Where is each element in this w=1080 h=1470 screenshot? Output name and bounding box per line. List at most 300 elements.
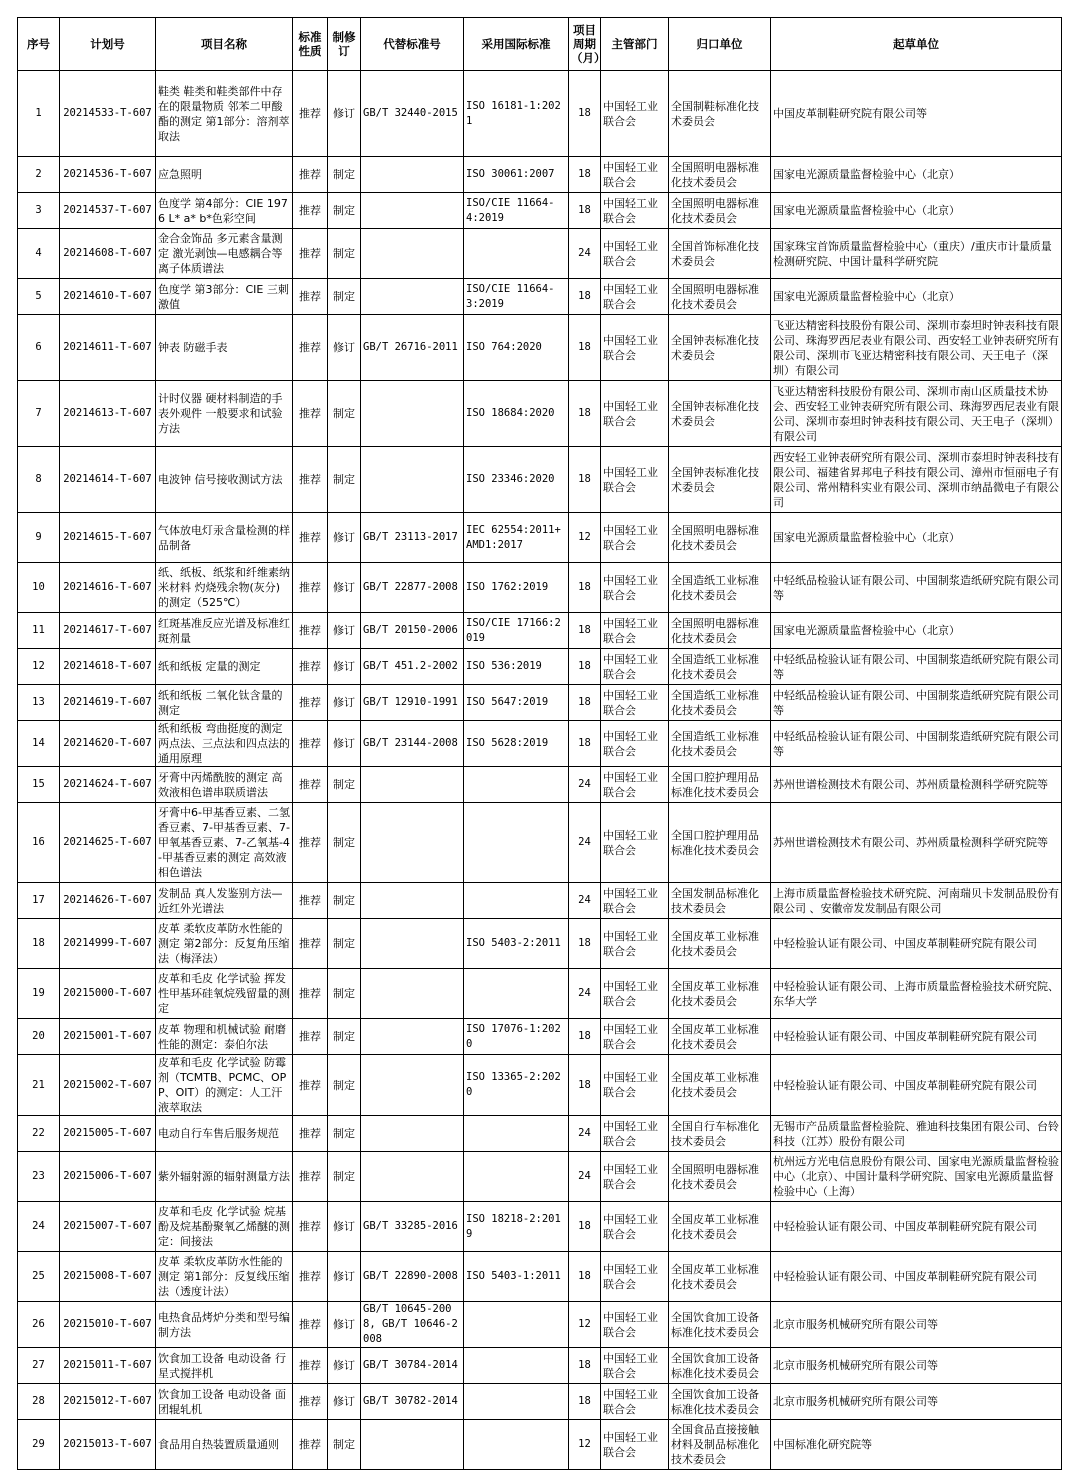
cell-revise: 修订 — [328, 315, 361, 381]
table-row — [18, 1420, 1062, 1470]
cell-period: 18 — [569, 613, 601, 649]
cell-replace — [361, 1420, 464, 1470]
cell-period: 18 — [569, 721, 601, 767]
cell-revise: 修订 — [328, 685, 361, 721]
cell-intl-standard — [464, 883, 569, 919]
cell-project-name: 电波钟 信号接收测试方法 — [156, 447, 293, 513]
cell-drafter: 中轻纸品检验认证有限公司、中国制浆造纸研究院有限公司等 — [771, 649, 1062, 685]
cell-seq: 10 — [18, 563, 60, 613]
cell-seq: 27 — [18, 1348, 60, 1384]
cell-department: 中国轻工业联合会 — [601, 1420, 669, 1470]
cell-project-name: 红斑基准反应光谱及标准红斑剂量 — [156, 613, 293, 649]
table-row — [18, 803, 1062, 883]
cell-revise: 制定 — [328, 1019, 361, 1055]
cell-plan-no: 20215013-T-607 — [60, 1420, 156, 1470]
table-row — [18, 315, 1062, 381]
cell-nature: 推荐 — [293, 613, 328, 649]
table-row — [18, 381, 1062, 447]
cell-nature: 推荐 — [293, 1055, 328, 1116]
table-row — [18, 1302, 1062, 1348]
cell-nature: 推荐 — [293, 1252, 328, 1302]
cell-drafter: 中轻纸品检验认证有限公司、中国制浆造纸研究院有限公司等 — [771, 685, 1062, 721]
cell-intl-standard — [464, 1152, 569, 1202]
cell-revise: 制定 — [328, 1420, 361, 1470]
cell-replace — [361, 279, 464, 315]
cell-revise: 修订 — [328, 563, 361, 613]
cell-intl-standard — [464, 969, 569, 1019]
cell-period: 18 — [569, 685, 601, 721]
cell-replace — [361, 381, 464, 447]
cell-drafter: 中国皮革制鞋研究院有限公司等 — [771, 71, 1062, 157]
cell-period: 24 — [569, 1116, 601, 1152]
table-row — [18, 1252, 1062, 1302]
cell-replace — [361, 1152, 464, 1202]
cell-drafter: 中轻纸品检验认证有限公司、中国制浆造纸研究院有限公司等 — [771, 721, 1062, 767]
table-row — [18, 157, 1062, 193]
cell-replace — [361, 803, 464, 883]
cell-plan-no: 20214624-T-607 — [60, 767, 156, 803]
cell-nature: 推荐 — [293, 1348, 328, 1384]
cell-nature: 推荐 — [293, 157, 328, 193]
cell-nature: 推荐 — [293, 1152, 328, 1202]
cell-period: 18 — [569, 447, 601, 513]
header-department: 主管部门 — [601, 18, 669, 71]
cell-period: 18 — [569, 1348, 601, 1384]
cell-period: 18 — [569, 1055, 601, 1116]
cell-seq: 26 — [18, 1302, 60, 1348]
cell-unit: 全国皮革工业标准化技术委员会 — [669, 1055, 771, 1116]
cell-revise: 修订 — [328, 613, 361, 649]
cell-drafter: 中轻检验认证有限公司、上海市质量监督检验技术研究院、东华大学 — [771, 969, 1062, 1019]
cell-project-name: 应急照明 — [156, 157, 293, 193]
cell-intl-standard: ISO 18684:2020 — [464, 381, 569, 447]
cell-department: 中国轻工业联合会 — [601, 1116, 669, 1152]
cell-department: 中国轻工业联合会 — [601, 193, 669, 229]
cell-revise: 修订 — [328, 649, 361, 685]
cell-project-name: 气体放电灯汞含量检测的样品制备 — [156, 513, 293, 563]
cell-plan-no: 20215001-T-607 — [60, 1019, 156, 1055]
cell-intl-standard: ISO 1762:2019 — [464, 563, 569, 613]
cell-department: 中国轻工业联合会 — [601, 803, 669, 883]
cell-intl-standard: ISO 5647:2019 — [464, 685, 569, 721]
cell-replace — [361, 767, 464, 803]
cell-plan-no: 20214615-T-607 — [60, 513, 156, 563]
cell-drafter: 国家电光源质量监督检验中心（北京） — [771, 613, 1062, 649]
cell-project-name: 皮革和毛皮 化学试验 烷基酚及烷基酚聚氧乙烯醚的测定：间接法 — [156, 1202, 293, 1252]
table-row — [18, 513, 1062, 563]
cell-plan-no: 20214626-T-607 — [60, 883, 156, 919]
cell-project-name: 皮革 柔软皮革防水性能的测定 第2部分：反复角压缩法（梅泽法） — [156, 919, 293, 969]
cell-revise: 制定 — [328, 193, 361, 229]
cell-period: 18 — [569, 1384, 601, 1420]
header-project-name: 项目名称 — [156, 18, 293, 71]
cell-intl-standard: ISO 5403-2:2011 — [464, 919, 569, 969]
cell-project-name: 电动自行车售后服务规范 — [156, 1116, 293, 1152]
cell-seq: 19 — [18, 969, 60, 1019]
cell-intl-standard: ISO 764:2020 — [464, 315, 569, 381]
cell-project-name: 皮革和毛皮 化学试验 防霉剂（TCMTB、PCMC、OPP、OIT）的测定：人工汗液萃取法 — [156, 1055, 293, 1116]
cell-nature: 推荐 — [293, 1116, 328, 1152]
cell-unit: 全国皮革工业标准化技术委员会 — [669, 919, 771, 969]
cell-nature: 推荐 — [293, 721, 328, 767]
cell-drafter: 杭州远方光电信息股份有限公司、国家电光源质量监督检验中心（北京）、中国计量科学研究院、国家电光源质量监督检验中心（上海） — [771, 1152, 1062, 1202]
cell-plan-no: 20215011-T-607 — [60, 1348, 156, 1384]
cell-intl-standard: ISO 13365-2:2020 — [464, 1055, 569, 1116]
cell-department: 中国轻工业联合会 — [601, 1055, 669, 1116]
cell-revise: 修订 — [328, 71, 361, 157]
cell-intl-standard — [464, 767, 569, 803]
cell-project-name: 皮革 柔软皮革防水性能的测定 第1部分：反复线压缩法（透度计法） — [156, 1252, 293, 1302]
cell-department: 中国轻工业联合会 — [601, 721, 669, 767]
cell-nature: 推荐 — [293, 563, 328, 613]
cell-unit: 全国照明电器标准化技术委员会 — [669, 513, 771, 563]
table-row — [18, 649, 1062, 685]
cell-nature: 推荐 — [293, 1384, 328, 1420]
cell-replace: GB/T 23144-2008 — [361, 721, 464, 767]
cell-plan-no: 20215005-T-607 — [60, 1116, 156, 1152]
cell-drafter: 国家电光源质量监督检验中心（北京） — [771, 193, 1062, 229]
cell-project-name: 饮食加工设备 电动设备 行星式搅拌机 — [156, 1348, 293, 1384]
cell-period: 12 — [569, 513, 601, 563]
cell-intl-standard: ISO 16181-1:2021 — [464, 71, 569, 157]
cell-seq: 13 — [18, 685, 60, 721]
cell-replace — [361, 883, 464, 919]
cell-intl-standard: ISO 30061:2007 — [464, 157, 569, 193]
cell-project-name: 牙膏中丙烯酰胺的测定 高效液相色谱串联质谱法 — [156, 767, 293, 803]
cell-revise: 制定 — [328, 229, 361, 279]
table-row — [18, 721, 1062, 767]
cell-plan-no: 20215002-T-607 — [60, 1055, 156, 1116]
cell-drafter: 国家电光源质量监督检验中心（北京） — [771, 279, 1062, 315]
cell-revise: 制定 — [328, 1152, 361, 1202]
cell-project-name: 纸和纸板 二氧化钛含量的测定 — [156, 685, 293, 721]
cell-revise: 修订 — [328, 1384, 361, 1420]
cell-project-name: 纸和纸板 弯曲挺度的测定 两点法、三点法和四点法的通用原理 — [156, 721, 293, 767]
cell-seq: 15 — [18, 767, 60, 803]
cell-department: 中国轻工业联合会 — [601, 919, 669, 969]
table-row — [18, 1202, 1062, 1252]
cell-drafter: 中轻检验认证有限公司、中国皮革制鞋研究院有限公司 — [771, 919, 1062, 969]
cell-unit: 全国皮革工业标准化技术委员会 — [669, 1019, 771, 1055]
cell-project-name: 食品用自热装置质量通则 — [156, 1420, 293, 1470]
cell-nature: 推荐 — [293, 447, 328, 513]
cell-period: 18 — [569, 1202, 601, 1252]
cell-revise: 修订 — [328, 513, 361, 563]
cell-nature: 推荐 — [293, 193, 328, 229]
cell-revise: 制定 — [328, 767, 361, 803]
cell-drafter: 国家珠宝首饰质量监督检验中心（重庆）/重庆市计量质量检测研究院、中国计量科学研究院 — [771, 229, 1062, 279]
cell-department: 中国轻工业联合会 — [601, 1252, 669, 1302]
cell-intl-standard: ISO 5403-1:2011 — [464, 1252, 569, 1302]
cell-period: 18 — [569, 1019, 601, 1055]
cell-department: 中国轻工业联合会 — [601, 315, 669, 381]
cell-unit: 全国造纸工业标准化技术委员会 — [669, 649, 771, 685]
cell-intl-standard: ISO 5628:2019 — [464, 721, 569, 767]
cell-replace: GB/T 32440-2015 — [361, 71, 464, 157]
cell-replace: GB/T 451.2-2002 — [361, 649, 464, 685]
cell-drafter: 飞亚达精密科技股份有限公司、深圳市南山区质量技术协会、西安轻工业钟表研究所有限公司、珠海罗西尼表业有限公司、深圳市泰坦时钟表科技有限公司、天王电子（深圳）有限公司 — [771, 381, 1062, 447]
cell-unit: 全国首饰标准化技术委员会 — [669, 229, 771, 279]
cell-unit: 全国饮食加工设备标准化技术委员会 — [669, 1384, 771, 1420]
cell-period: 18 — [569, 563, 601, 613]
cell-period: 24 — [569, 767, 601, 803]
cell-period: 24 — [569, 1152, 601, 1202]
cell-unit: 全国自行车标准化技术委员会 — [669, 1116, 771, 1152]
cell-replace — [361, 1019, 464, 1055]
cell-period: 18 — [569, 1252, 601, 1302]
cell-plan-no: 20215006-T-607 — [60, 1152, 156, 1202]
cell-replace — [361, 1116, 464, 1152]
cell-unit: 全国照明电器标准化技术委员会 — [669, 279, 771, 315]
cell-replace — [361, 969, 464, 1019]
cell-nature: 推荐 — [293, 767, 328, 803]
cell-period: 18 — [569, 919, 601, 969]
cell-replace — [361, 193, 464, 229]
table-row — [18, 919, 1062, 969]
cell-revise: 修订 — [328, 721, 361, 767]
cell-department: 中国轻工业联合会 — [601, 1348, 669, 1384]
table-row — [18, 279, 1062, 315]
cell-plan-no: 20214611-T-607 — [60, 315, 156, 381]
cell-intl-standard: IEC 62554:2011+AMD1:2017 — [464, 513, 569, 563]
cell-drafter: 国家电光源质量监督检验中心（北京） — [771, 157, 1062, 193]
cell-period: 18 — [569, 193, 601, 229]
cell-project-name: 计时仪器 硬材料制造的手表外观件 一般要求和试验方法 — [156, 381, 293, 447]
cell-period: 18 — [569, 315, 601, 381]
cell-unit: 全国皮革工业标准化技术委员会 — [669, 969, 771, 1019]
cell-period: 18 — [569, 381, 601, 447]
cell-seq: 1 — [18, 71, 60, 157]
cell-seq: 17 — [18, 883, 60, 919]
cell-department: 中国轻工业联合会 — [601, 381, 669, 447]
cell-revise: 制定 — [328, 803, 361, 883]
cell-replace — [361, 1055, 464, 1116]
table-row — [18, 563, 1062, 613]
cell-drafter: 国家电光源质量监督检验中心（北京） — [771, 513, 1062, 563]
cell-seq: 22 — [18, 1116, 60, 1152]
cell-intl-standard — [464, 1348, 569, 1384]
cell-unit: 全国钟表标准化技术委员会 — [669, 315, 771, 381]
cell-project-name: 金合金饰品 多元素含量测定 激光剥蚀—电感耦合等离子体质谱法 — [156, 229, 293, 279]
cell-project-name: 饮食加工设备 电动设备 面团辊轧机 — [156, 1384, 293, 1420]
cell-plan-no: 20214619-T-607 — [60, 685, 156, 721]
cell-revise: 制定 — [328, 1055, 361, 1116]
cell-drafter: 北京市服务机械研究所有限公司等 — [771, 1348, 1062, 1384]
cell-revise: 制定 — [328, 1116, 361, 1152]
cell-intl-standard: ISO 18218-2:2019 — [464, 1202, 569, 1252]
cell-drafter: 中轻检验认证有限公司、中国皮革制鞋研究院有限公司 — [771, 1055, 1062, 1116]
cell-plan-no: 20215007-T-607 — [60, 1202, 156, 1252]
cell-plan-no: 20214620-T-607 — [60, 721, 156, 767]
cell-unit: 全国皮革工业标准化技术委员会 — [669, 1252, 771, 1302]
cell-seq: 24 — [18, 1202, 60, 1252]
header-drafter: 起草单位 — [771, 18, 1062, 71]
cell-period: 18 — [569, 71, 601, 157]
cell-seq: 3 — [18, 193, 60, 229]
table-header — [18, 18, 1062, 71]
table-row — [18, 193, 1062, 229]
cell-department: 中国轻工业联合会 — [601, 685, 669, 721]
cell-replace: GB/T 23113-2017 — [361, 513, 464, 563]
cell-revise: 制定 — [328, 883, 361, 919]
cell-replace: GB/T 22877-2008 — [361, 563, 464, 613]
cell-period: 24 — [569, 803, 601, 883]
cell-seq: 16 — [18, 803, 60, 883]
cell-project-name: 紫外辐射源的辐射测量方法 — [156, 1152, 293, 1202]
cell-period: 12 — [569, 1302, 601, 1348]
cell-project-name: 钟表 防磁手表 — [156, 315, 293, 381]
table-row — [18, 1116, 1062, 1152]
cell-plan-no: 20215012-T-607 — [60, 1384, 156, 1420]
table-row — [18, 1019, 1062, 1055]
cell-revise: 修订 — [328, 1348, 361, 1384]
cell-department: 中国轻工业联合会 — [601, 969, 669, 1019]
cell-replace: GB/T 33285-2016 — [361, 1202, 464, 1252]
table-body — [18, 71, 1062, 1470]
cell-replace: GB/T 30784-2014 — [361, 1348, 464, 1384]
cell-plan-no: 20214614-T-607 — [60, 447, 156, 513]
cell-plan-no: 20214617-T-607 — [60, 613, 156, 649]
cell-intl-standard: ISO 17076-1:2020 — [464, 1019, 569, 1055]
standards-plan-table — [17, 17, 1062, 1470]
cell-unit: 全国钟表标准化技术委员会 — [669, 381, 771, 447]
cell-department: 中国轻工业联合会 — [601, 1152, 669, 1202]
cell-nature: 推荐 — [293, 381, 328, 447]
cell-seq: 12 — [18, 649, 60, 685]
cell-intl-standard — [464, 229, 569, 279]
cell-revise: 制定 — [328, 381, 361, 447]
cell-unit: 全国照明电器标准化技术委员会 — [669, 193, 771, 229]
cell-drafter: 北京市服务机械研究所有限公司等 — [771, 1384, 1062, 1420]
cell-replace — [361, 447, 464, 513]
cell-period: 24 — [569, 229, 601, 279]
cell-nature: 推荐 — [293, 229, 328, 279]
cell-unit: 全国造纸工业标准化技术委员会 — [669, 685, 771, 721]
cell-intl-standard: ISO 536:2019 — [464, 649, 569, 685]
cell-nature: 推荐 — [293, 803, 328, 883]
table-row — [18, 969, 1062, 1019]
table-row — [18, 1055, 1062, 1116]
cell-seq: 8 — [18, 447, 60, 513]
cell-replace: GB/T 12910-1991 — [361, 685, 464, 721]
cell-seq: 23 — [18, 1152, 60, 1202]
table-row — [18, 767, 1062, 803]
cell-period: 18 — [569, 157, 601, 193]
table-row — [18, 1348, 1062, 1384]
cell-plan-no: 20215008-T-607 — [60, 1252, 156, 1302]
cell-nature: 推荐 — [293, 649, 328, 685]
cell-plan-no: 20215010-T-607 — [60, 1302, 156, 1348]
cell-department: 中国轻工业联合会 — [601, 1202, 669, 1252]
cell-seq: 5 — [18, 279, 60, 315]
cell-plan-no: 20214618-T-607 — [60, 649, 156, 685]
cell-drafter: 上海市质量监督检验技术研究院、河南瑞贝卡发制品股份有限公司 、安徽帝发发制品有限公司 — [771, 883, 1062, 919]
cell-plan-no: 20214537-T-607 — [60, 193, 156, 229]
cell-intl-standard — [464, 1384, 569, 1420]
cell-revise: 制定 — [328, 279, 361, 315]
cell-unit: 全国造纸工业标准化技术委员会 — [669, 721, 771, 767]
cell-unit: 全国饮食加工设备标准化技术委员会 — [669, 1348, 771, 1384]
cell-period: 24 — [569, 883, 601, 919]
cell-nature: 推荐 — [293, 883, 328, 919]
table-row — [18, 685, 1062, 721]
cell-revise: 修订 — [328, 1202, 361, 1252]
cell-revise: 制定 — [328, 919, 361, 969]
cell-seq: 14 — [18, 721, 60, 767]
cell-replace: GB/T 20150-2006 — [361, 613, 464, 649]
cell-revise: 制定 — [328, 447, 361, 513]
header-period: 项目周期（月） — [569, 18, 601, 71]
cell-nature: 推荐 — [293, 1202, 328, 1252]
cell-department: 中国轻工业联合会 — [601, 883, 669, 919]
cell-department: 中国轻工业联合会 — [601, 767, 669, 803]
cell-period: 24 — [569, 969, 601, 1019]
cell-nature: 推荐 — [293, 513, 328, 563]
cell-unit: 全国发制品标准化技术委员会 — [669, 883, 771, 919]
table-row — [18, 1384, 1062, 1420]
cell-drafter: 中轻检验认证有限公司、中国皮革制鞋研究院有限公司 — [771, 1019, 1062, 1055]
header-intl-standard: 采用国际标准 — [464, 18, 569, 71]
cell-project-name: 色度学 第4部分：CIE 1976 L* a* b*色彩空间 — [156, 193, 293, 229]
cell-plan-no: 20214536-T-607 — [60, 157, 156, 193]
cell-department: 中国轻工业联合会 — [601, 1019, 669, 1055]
cell-seq: 21 — [18, 1055, 60, 1116]
cell-replace — [361, 229, 464, 279]
cell-period: 18 — [569, 649, 601, 685]
cell-seq: 29 — [18, 1420, 60, 1470]
cell-intl-standard — [464, 1420, 569, 1470]
header-revise: 制修订 — [328, 18, 361, 71]
header-unit: 归口单位 — [669, 18, 771, 71]
cell-project-name: 纸、纸板、纸浆和纤维素纳米材料 灼烧残余物(灰分)的测定（525℃） — [156, 563, 293, 613]
cell-intl-standard — [464, 1302, 569, 1348]
cell-drafter: 中轻检验认证有限公司、中国皮革制鞋研究院有限公司 — [771, 1252, 1062, 1302]
cell-department: 中国轻工业联合会 — [601, 157, 669, 193]
cell-drafter: 北京市服务机械研究所有限公司等 — [771, 1302, 1062, 1348]
cell-nature: 推荐 — [293, 315, 328, 381]
cell-project-name: 发制品 真人发鉴别方法—近红外光谱法 — [156, 883, 293, 919]
cell-nature: 推荐 — [293, 279, 328, 315]
cell-drafter: 中国标准化研究院等 — [771, 1420, 1062, 1470]
cell-plan-no: 20214613-T-607 — [60, 381, 156, 447]
cell-department: 中国轻工业联合会 — [601, 1302, 669, 1348]
cell-seq: 4 — [18, 229, 60, 279]
cell-drafter: 中轻纸品检验认证有限公司、中国制浆造纸研究院有限公司等 — [771, 563, 1062, 613]
cell-intl-standard — [464, 803, 569, 883]
cell-project-name: 鞋类 鞋类和鞋类部件中存在的限量物质 邻苯二甲酸酯的测定 第1部分：溶剂萃取法 — [156, 71, 293, 157]
cell-unit: 全国口腔护理用品标准化技术委员会 — [669, 767, 771, 803]
cell-plan-no: 20214608-T-607 — [60, 229, 156, 279]
cell-drafter: 苏州世谱检测技术有限公司、苏州质量检测科学研究院等 — [771, 767, 1062, 803]
cell-drafter: 苏州世谱检测技术有限公司、苏州质量检测科学研究院等 — [771, 803, 1062, 883]
cell-intl-standard: ISO/CIE 11664-3:2019 — [464, 279, 569, 315]
table-row — [18, 229, 1062, 279]
cell-project-name: 色度学 第3部分：CIE 三刺激值 — [156, 279, 293, 315]
cell-unit: 全国照明电器标准化技术委员会 — [669, 157, 771, 193]
cell-department: 中国轻工业联合会 — [601, 513, 669, 563]
cell-department: 中国轻工业联合会 — [601, 563, 669, 613]
cell-plan-no: 20215000-T-607 — [60, 969, 156, 1019]
table-row — [18, 71, 1062, 157]
cell-seq: 20 — [18, 1019, 60, 1055]
cell-department: 中国轻工业联合会 — [601, 279, 669, 315]
cell-nature: 推荐 — [293, 969, 328, 1019]
cell-unit: 全国皮革工业标准化技术委员会 — [669, 1202, 771, 1252]
cell-nature: 推荐 — [293, 1420, 328, 1470]
cell-revise: 制定 — [328, 157, 361, 193]
cell-nature: 推荐 — [293, 1302, 328, 1348]
cell-seq: 28 — [18, 1384, 60, 1420]
